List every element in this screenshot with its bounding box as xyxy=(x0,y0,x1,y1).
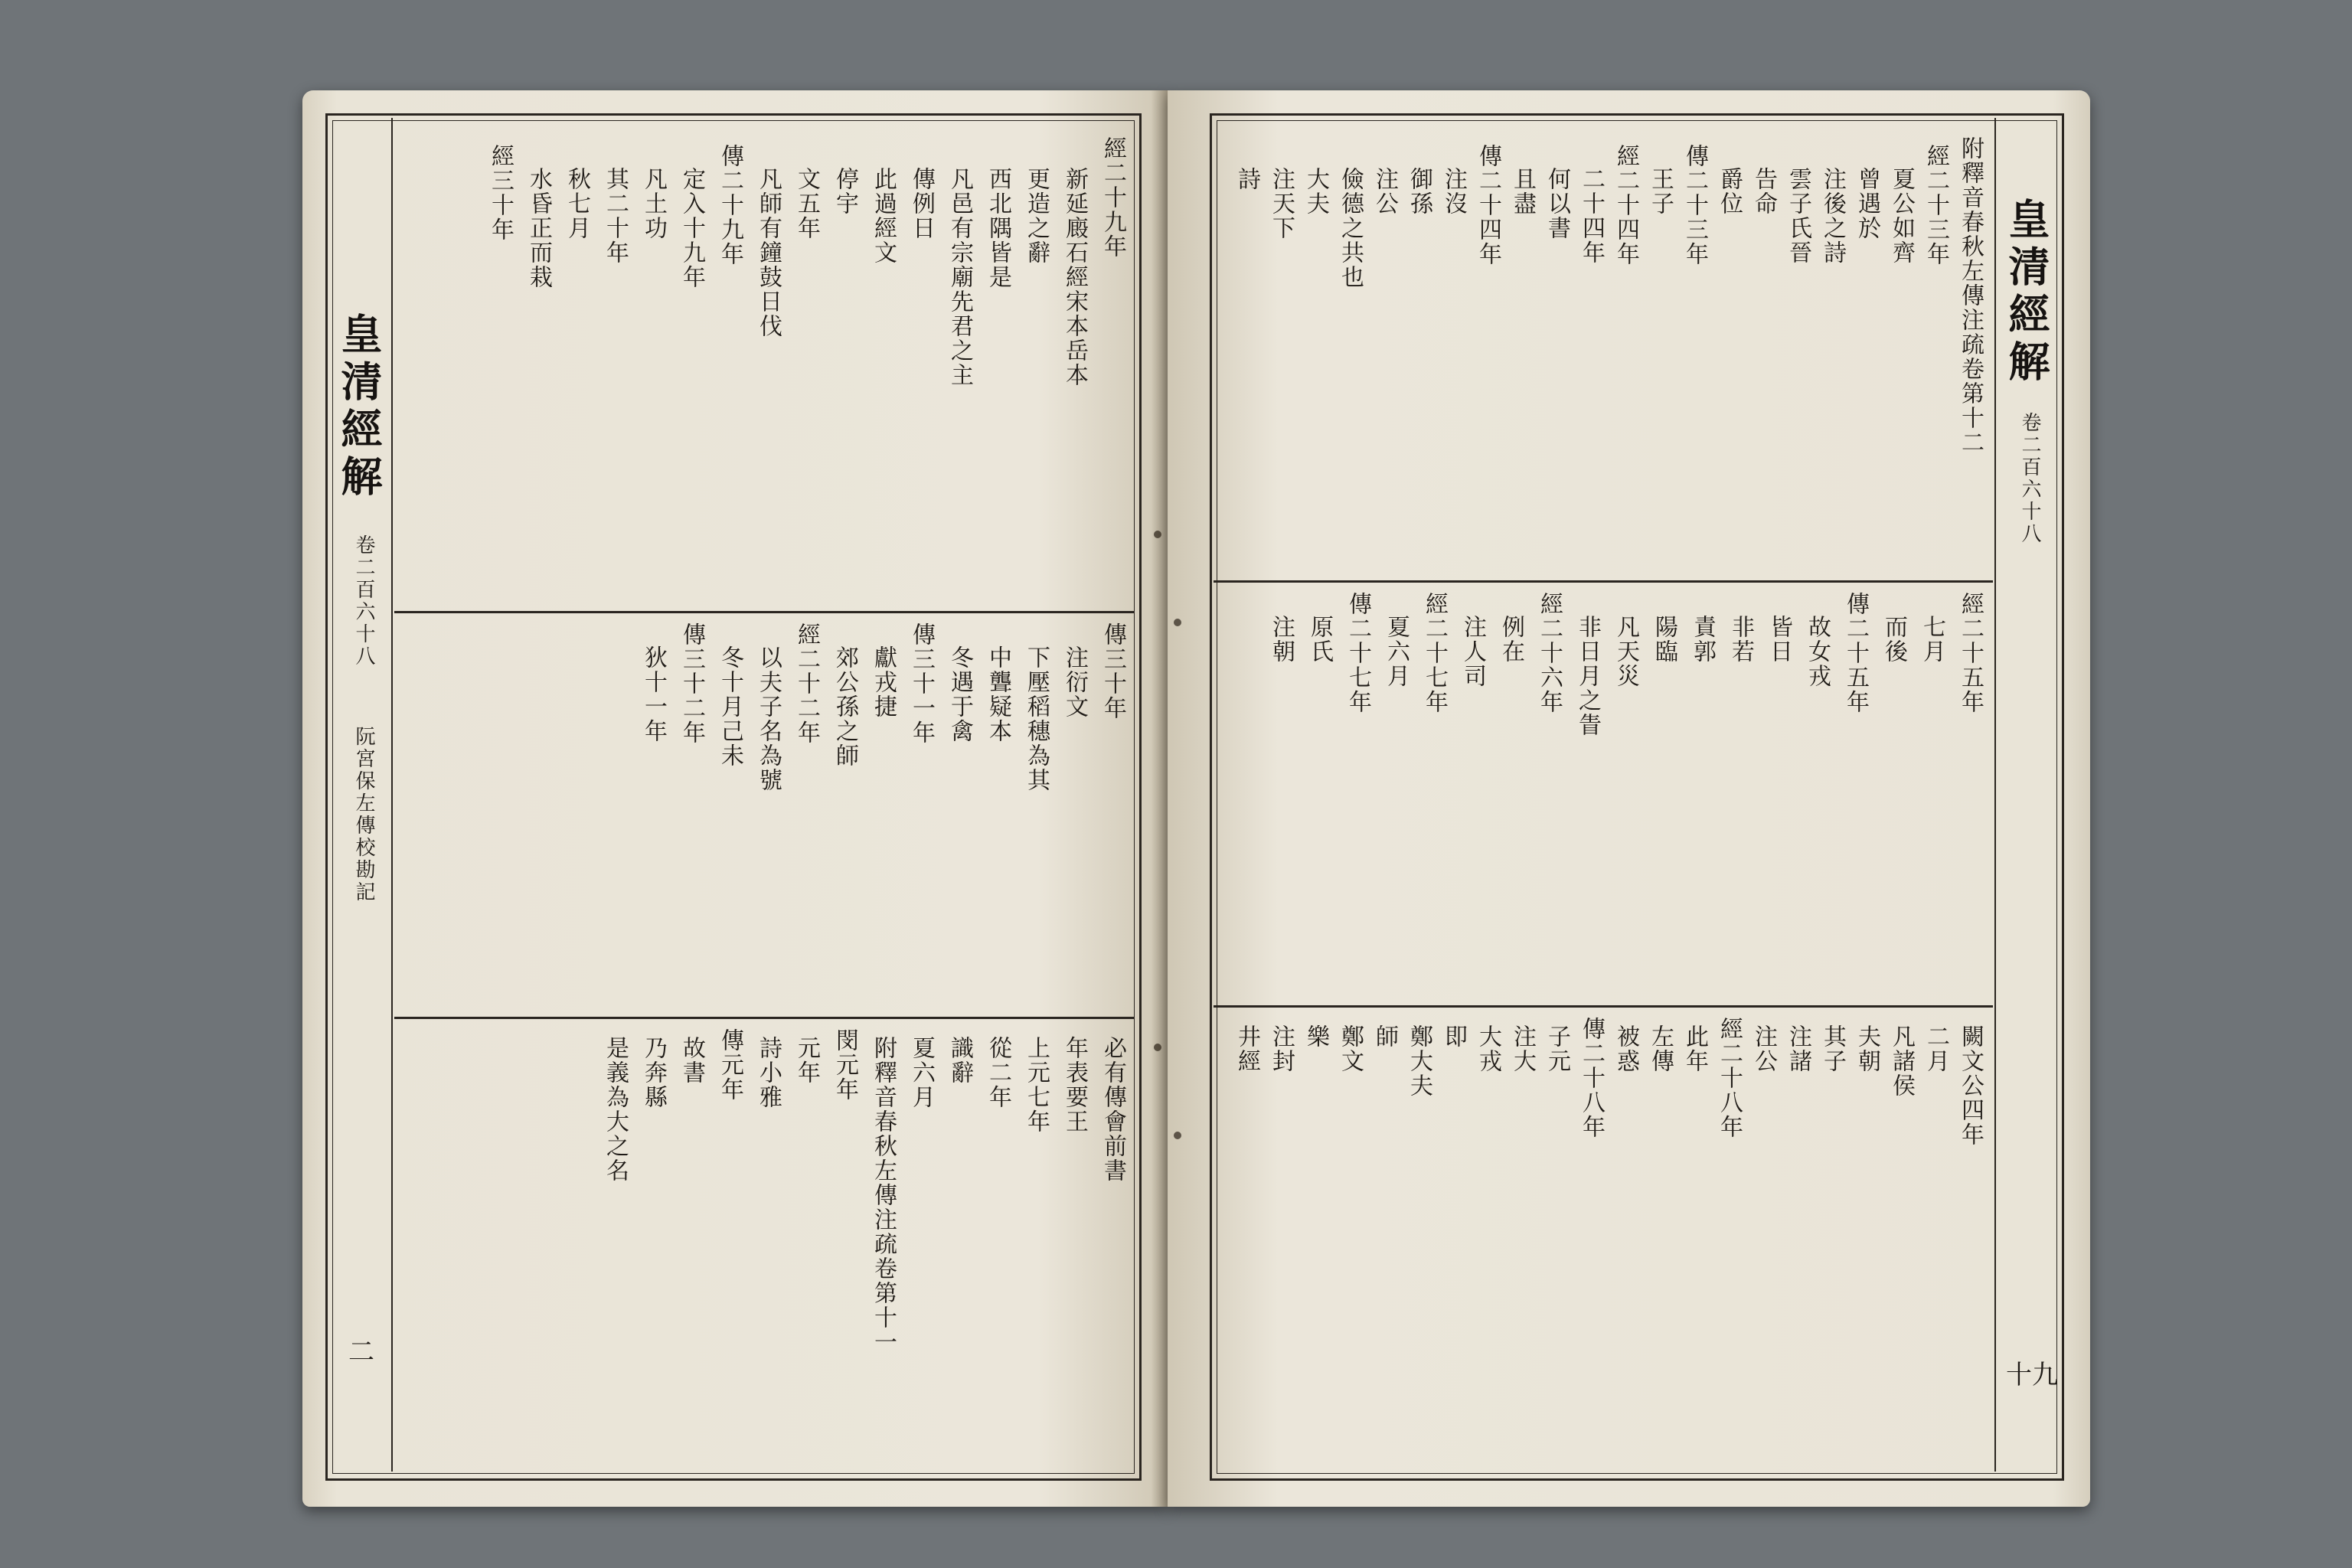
text-column: 凡天災 xyxy=(1612,615,1639,688)
text-column: 傳二十八年 xyxy=(1578,1017,1605,1139)
text-column: 二十四年 xyxy=(1578,167,1605,265)
right-divider-2 xyxy=(1214,1005,1993,1008)
text-column: 井經 xyxy=(1233,1024,1260,1073)
text-column: 冬十月己未 xyxy=(717,645,743,768)
text-column: 注封 xyxy=(1268,1024,1295,1073)
open-book xyxy=(302,90,2090,1507)
left-middle-block xyxy=(398,622,1133,1009)
text-column: 其二十年 xyxy=(602,167,629,265)
text-column: 注人司 xyxy=(1459,615,1486,688)
text-column: 雲子氏晉 xyxy=(1785,167,1811,265)
text-column: 注沒 xyxy=(1440,167,1467,216)
text-column: 此過經文 xyxy=(870,167,897,265)
text-column: 鄭大夫 xyxy=(1406,1024,1432,1098)
text-column: 注衍文 xyxy=(1061,645,1088,719)
text-column: 必有傳會前書 xyxy=(1099,1036,1126,1183)
text-column: 附釋音春秋左傳注疏卷第十二 xyxy=(1957,136,1984,455)
text-column: 注後之詩 xyxy=(1819,167,1846,265)
text-column: 非若 xyxy=(1727,615,1754,664)
right-margin-title: 皇清經解 xyxy=(2002,198,2051,387)
text-column: 經三十年 xyxy=(487,144,514,242)
text-column: 其子 xyxy=(1819,1024,1846,1073)
text-column: 子元 xyxy=(1544,1024,1570,1073)
text-column: 夏六月 xyxy=(908,1036,935,1109)
left-folio: 二 xyxy=(348,1337,374,1367)
text-column: 獻戎捷 xyxy=(870,645,897,719)
text-column: 傳三十二年 xyxy=(678,622,705,745)
text-column: 中聾疑本 xyxy=(985,645,1011,743)
text-column: 從二年 xyxy=(985,1036,1011,1109)
text-column: 師 xyxy=(1371,1024,1398,1049)
text-column: 傳二十五年 xyxy=(1842,592,1869,714)
text-column: 非日月之眚 xyxy=(1574,615,1601,737)
text-column: 以夫子名為號 xyxy=(755,645,782,792)
text-column: 狄十一年 xyxy=(640,645,667,743)
text-column: 傳二十七年 xyxy=(1344,592,1371,714)
text-column: 夏公如齊 xyxy=(1888,167,1915,265)
text-column: 經二十五年 xyxy=(1957,592,1984,714)
text-column: 凡邑有宗廟先君之主 xyxy=(946,167,973,387)
text-column: 此年 xyxy=(1681,1024,1708,1073)
text-column: 經二十二年 xyxy=(793,622,820,745)
text-column: 注大 xyxy=(1509,1024,1536,1073)
text-column: 大戎 xyxy=(1475,1024,1501,1073)
text-column: 凡諸侯 xyxy=(1888,1024,1915,1098)
text-column: 水昏正而栽 xyxy=(525,167,552,289)
left-page xyxy=(302,90,1168,1507)
text-column: 曾遇於 xyxy=(1854,167,1880,240)
left-margin-title: 皇清經解 xyxy=(335,312,384,502)
binding-hole xyxy=(1174,1132,1181,1139)
left-margin-volume: 卷二百六十八 xyxy=(352,534,375,668)
left-divider-2 xyxy=(394,1017,1135,1019)
text-column: 經二十六年 xyxy=(1536,592,1563,714)
text-column: 注朝 xyxy=(1268,615,1295,664)
text-column: 識辭 xyxy=(946,1036,973,1085)
text-column: 停宇 xyxy=(831,167,858,216)
text-column: 夏六月 xyxy=(1383,615,1410,688)
text-column: 原氏 xyxy=(1306,615,1333,664)
text-column: 凡土功 xyxy=(640,167,667,240)
text-column: 即 xyxy=(1440,1024,1467,1049)
right-lower-block xyxy=(1217,1017,1991,1472)
left-upper-block xyxy=(398,136,1133,603)
text-column: 文五年 xyxy=(793,167,820,240)
text-column: 郊公孫之師 xyxy=(831,645,858,768)
text-column: 傳三十一年 xyxy=(908,622,935,745)
text-column: 王子 xyxy=(1647,167,1674,216)
text-column: 注天下 xyxy=(1268,167,1295,240)
text-column: 樂 xyxy=(1302,1024,1329,1049)
right-margin-volume: 卷二百六十八 xyxy=(2018,412,2041,545)
left-lower-block xyxy=(398,1028,1133,1472)
text-column: 經二十四年 xyxy=(1612,144,1639,266)
text-column: 閔元年 xyxy=(831,1028,858,1102)
text-column: 例在 xyxy=(1498,615,1524,664)
text-column: 御孫 xyxy=(1406,167,1432,216)
text-column: 而後 xyxy=(1880,615,1907,664)
text-column: 詩小雅 xyxy=(755,1036,782,1109)
text-column: 秋七月 xyxy=(564,167,590,240)
binding-hole xyxy=(1174,619,1181,626)
text-column: 大夫 xyxy=(1302,167,1329,216)
text-column: 經二十三年 xyxy=(1922,144,1949,266)
text-column: 上元七年 xyxy=(1023,1036,1050,1134)
left-margin-author: 阮宮保左傳校勘記 xyxy=(352,726,375,903)
text-column: 闕文公四年 xyxy=(1957,1024,1984,1147)
text-column: 傳例日 xyxy=(908,167,935,240)
text-column: 二月 xyxy=(1922,1024,1949,1073)
text-column: 定入十九年 xyxy=(678,167,705,289)
text-column: 夫朝 xyxy=(1854,1024,1880,1073)
text-column: 責郭 xyxy=(1689,615,1716,664)
text-column: 七月 xyxy=(1919,615,1945,664)
text-column: 更造之辭 xyxy=(1023,167,1050,265)
right-upper-block xyxy=(1217,136,1991,577)
text-column: 注公 xyxy=(1371,167,1398,216)
text-column: 故女戎 xyxy=(1804,615,1831,688)
text-column: 附釋音春秋左傳注疏卷第十一 xyxy=(870,1036,897,1354)
text-column: 傳元年 xyxy=(717,1028,743,1102)
text-column: 元年 xyxy=(793,1036,820,1085)
right-middle-block xyxy=(1217,592,1991,998)
text-column: 凡師有鐘鼓日伐 xyxy=(755,167,782,338)
text-column: 詩 xyxy=(1233,167,1260,191)
text-column: 經二十八年 xyxy=(1716,1017,1743,1139)
text-column: 傳二十九年 xyxy=(717,144,743,266)
text-column: 乃奔縣 xyxy=(640,1036,667,1109)
text-column: 冬遇于禽 xyxy=(946,645,973,743)
text-column: 告命 xyxy=(1750,167,1777,216)
text-column: 且盡 xyxy=(1509,167,1536,216)
text-column: 陽臨 xyxy=(1651,615,1677,664)
text-column: 爵位 xyxy=(1716,167,1743,216)
text-column: 年表要王 xyxy=(1061,1036,1088,1134)
text-column: 皆日 xyxy=(1766,615,1792,664)
text-column: 注諸 xyxy=(1785,1024,1811,1073)
text-column: 新延廄石經宋本岳本 xyxy=(1061,167,1088,387)
text-column: 經二十九年 xyxy=(1099,136,1126,259)
right-page xyxy=(1168,90,2090,1507)
text-column: 故書 xyxy=(678,1036,705,1085)
text-column: 被惑 xyxy=(1612,1024,1639,1073)
text-column: 傳二十四年 xyxy=(1475,144,1501,266)
text-column: 左傳 xyxy=(1647,1024,1674,1073)
text-column: 傳二十三年 xyxy=(1681,144,1708,266)
left-divider-1 xyxy=(394,611,1135,613)
right-folio: 十九 xyxy=(2006,1360,2058,1390)
text-column: 是義為大之名 xyxy=(602,1036,629,1183)
text-column: 注公 xyxy=(1750,1024,1777,1073)
text-column: 下壓稻穗為其 xyxy=(1023,645,1050,792)
text-column: 經二十七年 xyxy=(1421,592,1448,714)
right-divider-1 xyxy=(1214,580,1993,583)
text-column: 鄭文 xyxy=(1337,1024,1364,1073)
text-column: 傳三十年 xyxy=(1099,622,1126,720)
text-column: 何以書 xyxy=(1544,167,1570,240)
text-column: 西北隅皆是 xyxy=(985,167,1011,289)
text-column: 儉德之共也 xyxy=(1337,167,1364,289)
